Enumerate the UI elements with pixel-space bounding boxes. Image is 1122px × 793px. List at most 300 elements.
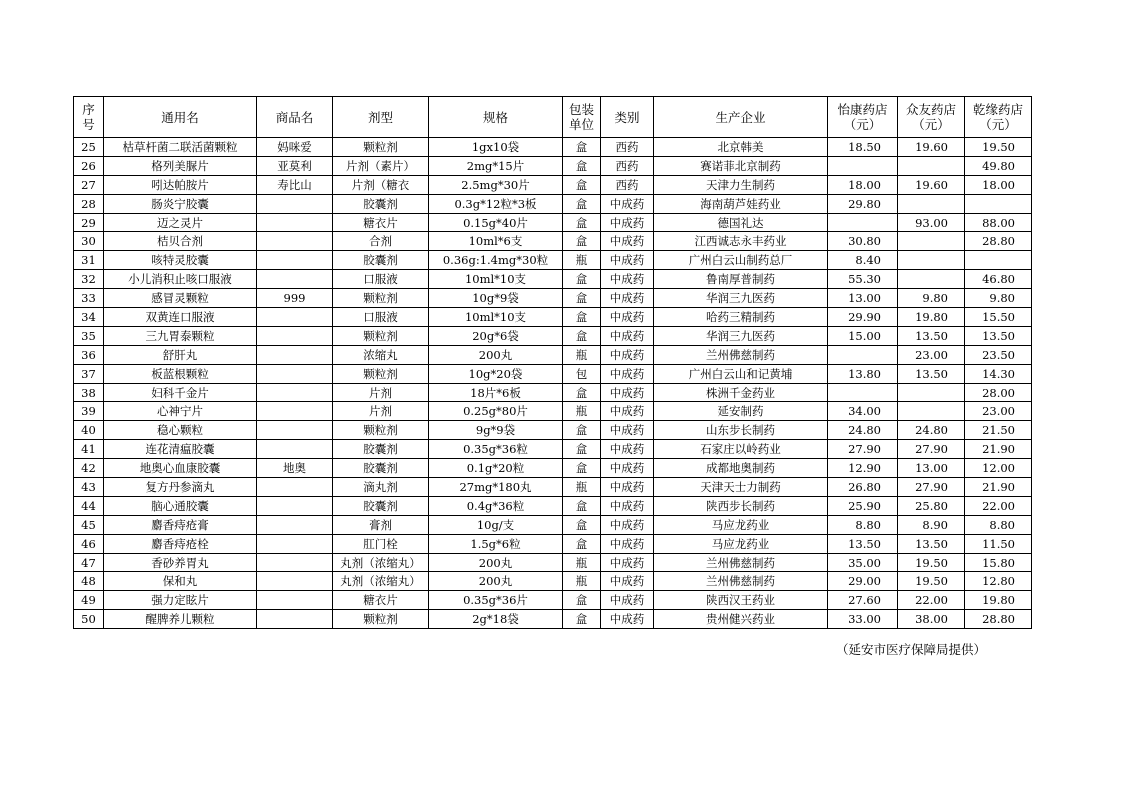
- cell-brand-name: 999: [257, 289, 333, 308]
- cell-brand-name: [257, 591, 333, 610]
- col-header-zhongyou-price: [898, 97, 965, 138]
- cell-unit: 盒: [563, 383, 601, 402]
- cell-yikang-price: 25.90: [828, 496, 898, 515]
- cell-unit: 盒: [563, 496, 601, 515]
- cell-spec: 1gx10袋: [429, 138, 563, 157]
- cell-unit: 瓶: [563, 345, 601, 364]
- cell-dosage-form: 胶囊剂: [333, 496, 429, 515]
- cell-qianyuan-price: 23.00: [965, 402, 1032, 421]
- cell-spec: 200丸: [429, 345, 563, 364]
- cell-category: 中成药: [601, 289, 654, 308]
- cell-unit: 瓶: [563, 572, 601, 591]
- cell-yikang-price: [828, 213, 898, 232]
- cell-yikang-price: [828, 156, 898, 175]
- cell-manufacturer: 山东步长制药: [654, 421, 828, 440]
- cell-index: 30: [74, 232, 104, 251]
- header-text: 生产企业: [715, 109, 766, 125]
- table-row: [74, 610, 1032, 629]
- cell-unit: 盒: [563, 326, 601, 345]
- cell-spec: 0.3g*12粒*3板: [429, 194, 563, 213]
- cell-index: 44: [74, 496, 104, 515]
- cell-dosage-form: 胶囊剂: [333, 251, 429, 270]
- cell-manufacturer: 兰州佛慈制药: [654, 553, 828, 572]
- cell-spec: 0.1g*20粒: [429, 459, 563, 478]
- cell-spec: 10g*20袋: [429, 364, 563, 383]
- col-header-index: [74, 97, 104, 138]
- cell-brand-name: [257, 213, 333, 232]
- cell-yikang-price: 13.00: [828, 289, 898, 308]
- table-body: [74, 138, 1032, 629]
- cell-generic-name: 强力定眩片: [104, 591, 257, 610]
- cell-generic-name: 吲达帕胺片: [104, 175, 257, 194]
- cell-dosage-form: 丸剂（浓缩丸）: [333, 553, 429, 572]
- table-row: [74, 308, 1032, 327]
- cell-generic-name: 舒肝丸: [104, 345, 257, 364]
- cell-manufacturer: 兰州佛慈制药: [654, 345, 828, 364]
- cell-index: 37: [74, 364, 104, 383]
- cell-yikang-price: 12.90: [828, 459, 898, 478]
- cell-manufacturer: 天津力生制药: [654, 175, 828, 194]
- cell-yikang-price: 15.00: [828, 326, 898, 345]
- cell-index: 49: [74, 591, 104, 610]
- cell-unit: 盒: [563, 194, 601, 213]
- cell-category: 中成药: [601, 383, 654, 402]
- col-header-brand-name: [257, 97, 333, 138]
- cell-unit: 盒: [563, 308, 601, 327]
- cell-yikang-price: 55.30: [828, 270, 898, 289]
- cell-category: 中成药: [601, 572, 654, 591]
- header-text: 剂型: [367, 109, 393, 125]
- cell-brand-name: [257, 194, 333, 213]
- cell-brand-name: [257, 515, 333, 534]
- cell-generic-name: 双黄连口服液: [104, 308, 257, 327]
- cell-zhongyou-price: 19.60: [898, 138, 965, 157]
- cell-category: 中成药: [601, 440, 654, 459]
- header-text: 乾缘药店: [972, 102, 1023, 117]
- cell-index: 34: [74, 308, 104, 327]
- cell-qianyuan-price: [965, 251, 1032, 270]
- cell-manufacturer: 广州白云山制药总厂: [654, 251, 828, 270]
- cell-zhongyou-price: 13.50: [898, 534, 965, 553]
- cell-yikang-price: 34.00: [828, 402, 898, 421]
- table-row: [74, 270, 1032, 289]
- cell-unit: 盒: [563, 175, 601, 194]
- cell-index: 33: [74, 289, 104, 308]
- cell-generic-name: 连花清瘟胶囊: [104, 440, 257, 459]
- cell-category: 中成药: [601, 213, 654, 232]
- cell-unit: 盒: [563, 534, 601, 553]
- cell-spec: 10g/支: [429, 515, 563, 534]
- cell-spec: 0.35g*36粒: [429, 440, 563, 459]
- col-header-category: [601, 97, 654, 138]
- col-header-qianyuan-price: [965, 97, 1032, 138]
- cell-qianyuan-price: 9.80: [965, 289, 1032, 308]
- cell-brand-name: [257, 270, 333, 289]
- cell-index: 39: [74, 402, 104, 421]
- cell-index: 48: [74, 572, 104, 591]
- cell-index: 28: [74, 194, 104, 213]
- cell-brand-name: [257, 572, 333, 591]
- cell-dosage-form: 片剂: [333, 383, 429, 402]
- cell-generic-name: 小儿消积止咳口服液: [104, 270, 257, 289]
- cell-spec: 200丸: [429, 572, 563, 591]
- cell-generic-name: 保和丸: [104, 572, 257, 591]
- cell-qianyuan-price: 88.00: [965, 213, 1032, 232]
- cell-zhongyou-price: 22.00: [898, 591, 965, 610]
- cell-category: 中成药: [601, 326, 654, 345]
- cell-yikang-price: [828, 383, 898, 402]
- cell-yikang-price: 30.80: [828, 232, 898, 251]
- cell-manufacturer: 陕西步长制药: [654, 496, 828, 515]
- cell-qianyuan-price: 28.00: [965, 383, 1032, 402]
- header-text: 商品名: [275, 109, 314, 125]
- col-header-unit: [563, 97, 601, 138]
- cell-unit: 盒: [563, 459, 601, 478]
- cell-dosage-form: 胶囊剂: [333, 440, 429, 459]
- table-row: [74, 459, 1032, 478]
- cell-brand-name: [257, 232, 333, 251]
- cell-brand-name: [257, 364, 333, 383]
- col-header-spec: [429, 97, 563, 138]
- table-row: [74, 421, 1032, 440]
- cell-category: 中成药: [601, 308, 654, 327]
- cell-zhongyou-price: 9.80: [898, 289, 965, 308]
- cell-brand-name: [257, 421, 333, 440]
- cell-unit: 盒: [563, 440, 601, 459]
- table-row: [74, 345, 1032, 364]
- cell-manufacturer: 北京韩美: [654, 138, 828, 157]
- cell-zhongyou-price: [898, 251, 965, 270]
- cell-spec: 20g*6袋: [429, 326, 563, 345]
- cell-zhongyou-price: [898, 383, 965, 402]
- cell-manufacturer: 陕西汉王药业: [654, 591, 828, 610]
- cell-spec: 0.36g:1.4mg*30粒: [429, 251, 563, 270]
- cell-index: 45: [74, 515, 104, 534]
- cell-manufacturer: 哈药三精制药: [654, 308, 828, 327]
- cell-index: 40: [74, 421, 104, 440]
- cell-qianyuan-price: 8.80: [965, 515, 1032, 534]
- cell-spec: 2.5mg*30片: [429, 175, 563, 194]
- cell-qianyuan-price: 28.80: [965, 232, 1032, 251]
- cell-generic-name: 板蓝根颗粒: [104, 364, 257, 383]
- cell-generic-name: 麝香痔疮膏: [104, 515, 257, 534]
- header-text: 类别: [614, 109, 640, 125]
- table-row: [74, 591, 1032, 610]
- cell-unit: 盒: [563, 515, 601, 534]
- cell-zhongyou-price: 24.80: [898, 421, 965, 440]
- cell-category: 中成药: [601, 478, 654, 497]
- cell-generic-name: 肠炎宁胶囊: [104, 194, 257, 213]
- cell-spec: 27mg*180丸: [429, 478, 563, 497]
- cell-generic-name: 迈之灵片: [104, 213, 257, 232]
- cell-qianyuan-price: 18.00: [965, 175, 1032, 194]
- cell-category: 中成药: [601, 534, 654, 553]
- cell-category: 中成药: [601, 421, 654, 440]
- table-row: [74, 478, 1032, 497]
- cell-zhongyou-price: 19.50: [898, 553, 965, 572]
- cell-yikang-price: 8.80: [828, 515, 898, 534]
- cell-index: 29: [74, 213, 104, 232]
- cell-manufacturer: 兰州佛慈制药: [654, 572, 828, 591]
- cell-generic-name: 心神宁片: [104, 402, 257, 421]
- header-text: 包装: [568, 102, 594, 117]
- cell-dosage-form: 丸剂（浓缩丸）: [333, 572, 429, 591]
- cell-dosage-form: 颗粒剂: [333, 326, 429, 345]
- cell-index: 32: [74, 270, 104, 289]
- table-row: [74, 213, 1032, 232]
- cell-dosage-form: 滴丸剂: [333, 478, 429, 497]
- cell-category: 中成药: [601, 591, 654, 610]
- table-row: [74, 572, 1032, 591]
- col-header-dosage-form: [333, 97, 429, 138]
- cell-yikang-price: 8.40: [828, 251, 898, 270]
- cell-manufacturer: 华润三九医药: [654, 289, 828, 308]
- cell-dosage-form: 膏剂: [333, 515, 429, 534]
- cell-brand-name: [257, 345, 333, 364]
- cell-dosage-form: 片剂（糖衣: [333, 175, 429, 194]
- cell-manufacturer: 赛诺菲北京制药: [654, 156, 828, 175]
- cell-manufacturer: 延安制药: [654, 402, 828, 421]
- table-row: [74, 194, 1032, 213]
- cell-zhongyou-price: [898, 232, 965, 251]
- table-row: [74, 383, 1032, 402]
- cell-qianyuan-price: 13.50: [965, 326, 1032, 345]
- cell-index: 35: [74, 326, 104, 345]
- cell-spec: 10ml*10支: [429, 270, 563, 289]
- cell-manufacturer: 德国礼达: [654, 213, 828, 232]
- cell-manufacturer: 石家庄以岭药业: [654, 440, 828, 459]
- cell-spec: 9g*9袋: [429, 421, 563, 440]
- cell-zhongyou-price: [898, 194, 965, 213]
- cell-dosage-form: 浓缩丸: [333, 345, 429, 364]
- table-row: [74, 251, 1032, 270]
- cell-unit: 盒: [563, 270, 601, 289]
- cell-yikang-price: 13.80: [828, 364, 898, 383]
- cell-dosage-form: 颗粒剂: [333, 610, 429, 629]
- cell-manufacturer: 马应龙药业: [654, 515, 828, 534]
- cell-category: 中成药: [601, 402, 654, 421]
- header-text: 众友药店: [905, 102, 956, 117]
- cell-dosage-form: 片剂: [333, 402, 429, 421]
- table-row: [74, 232, 1032, 251]
- cell-yikang-price: 27.90: [828, 440, 898, 459]
- cell-qianyuan-price: 49.80: [965, 156, 1032, 175]
- cell-unit: 盒: [563, 421, 601, 440]
- cell-zhongyou-price: 13.50: [898, 326, 965, 345]
- cell-category: 中成药: [601, 459, 654, 478]
- table-row: [74, 440, 1032, 459]
- cell-zhongyou-price: [898, 402, 965, 421]
- cell-qianyuan-price: [965, 194, 1032, 213]
- cell-generic-name: 桔贝合剂: [104, 232, 257, 251]
- cell-zhongyou-price: 23.00: [898, 345, 965, 364]
- cell-unit: 盒: [563, 156, 601, 175]
- cell-generic-name: 感冒灵颗粒: [104, 289, 257, 308]
- cell-brand-name: [257, 496, 333, 515]
- cell-index: 50: [74, 610, 104, 629]
- cell-spec: 10ml*10支: [429, 308, 563, 327]
- cell-unit: 盒: [563, 610, 601, 629]
- cell-unit: 盒: [563, 591, 601, 610]
- cell-index: 42: [74, 459, 104, 478]
- cell-zhongyou-price: 27.90: [898, 478, 965, 497]
- cell-yikang-price: 13.50: [828, 534, 898, 553]
- cell-zhongyou-price: 19.50: [898, 572, 965, 591]
- cell-category: 中成药: [601, 515, 654, 534]
- cell-dosage-form: 口服液: [333, 308, 429, 327]
- cell-qianyuan-price: 15.80: [965, 553, 1032, 572]
- cell-category: 中成药: [601, 496, 654, 515]
- cell-qianyuan-price: 21.90: [965, 440, 1032, 459]
- cell-yikang-price: [828, 345, 898, 364]
- cell-generic-name: 三九胃泰颗粒: [104, 326, 257, 345]
- cell-spec: 200丸: [429, 553, 563, 572]
- cell-dosage-form: 糖衣片: [333, 213, 429, 232]
- cell-manufacturer: 鲁南厚普制药: [654, 270, 828, 289]
- cell-brand-name: [257, 534, 333, 553]
- cell-generic-name: 香砂养胃丸: [104, 553, 257, 572]
- cell-unit: 盒: [563, 213, 601, 232]
- cell-brand-name: 地奥: [257, 459, 333, 478]
- header-text: 序: [82, 102, 95, 117]
- cell-generic-name: 醒脾养儿颗粒: [104, 610, 257, 629]
- cell-index: 36: [74, 345, 104, 364]
- header-text: （元）: [843, 117, 882, 132]
- cell-qianyuan-price: 46.80: [965, 270, 1032, 289]
- cell-spec: 0.15g*40片: [429, 213, 563, 232]
- cell-manufacturer: 马应龙药业: [654, 534, 828, 553]
- cell-dosage-form: 片剂（素片）: [333, 156, 429, 175]
- cell-category: 中成药: [601, 270, 654, 289]
- cell-unit: 瓶: [563, 251, 601, 270]
- cell-qianyuan-price: 12.00: [965, 459, 1032, 478]
- cell-qianyuan-price: 21.50: [965, 421, 1032, 440]
- cell-manufacturer: 江西诚志永丰药业: [654, 232, 828, 251]
- table-row: [74, 326, 1032, 345]
- cell-spec: 0.35g*36片: [429, 591, 563, 610]
- cell-brand-name: 亚莫利: [257, 156, 333, 175]
- header-text: （元）: [979, 117, 1017, 132]
- cell-generic-name: 格列美脲片: [104, 156, 257, 175]
- cell-category: 中成药: [601, 553, 654, 572]
- cell-generic-name: 稳心颗粒: [104, 421, 257, 440]
- cell-spec: 1.5g*6粒: [429, 534, 563, 553]
- cell-qianyuan-price: 12.80: [965, 572, 1032, 591]
- cell-category: 中成药: [601, 232, 654, 251]
- cell-dosage-form: 颗粒剂: [333, 421, 429, 440]
- cell-yikang-price: 33.00: [828, 610, 898, 629]
- cell-qianyuan-price: 28.80: [965, 610, 1032, 629]
- cell-brand-name: [257, 308, 333, 327]
- cell-manufacturer: 天津天士力制药: [654, 478, 828, 497]
- cell-generic-name: 复方丹参滴丸: [104, 478, 257, 497]
- cell-zhongyou-price: 8.90: [898, 515, 965, 534]
- cell-generic-name: 脑心通胶囊: [104, 496, 257, 515]
- cell-zhongyou-price: 13.00: [898, 459, 965, 478]
- table-row: [74, 364, 1032, 383]
- cell-index: 46: [74, 534, 104, 553]
- cell-index: 47: [74, 553, 104, 572]
- cell-zhongyou-price: 27.90: [898, 440, 965, 459]
- col-header-generic-name: [104, 97, 257, 138]
- table-row: [74, 402, 1032, 421]
- cell-unit: 盒: [563, 289, 601, 308]
- cell-qianyuan-price: 21.90: [965, 478, 1032, 497]
- cell-unit: 瓶: [563, 402, 601, 421]
- cell-manufacturer: 华润三九医药: [654, 326, 828, 345]
- cell-category: 中成药: [601, 194, 654, 213]
- cell-index: 31: [74, 251, 104, 270]
- cell-spec: 18片*6板: [429, 383, 563, 402]
- cell-spec: 10g*9袋: [429, 289, 563, 308]
- cell-brand-name: 寿比山: [257, 175, 333, 194]
- cell-qianyuan-price: 22.00: [965, 496, 1032, 515]
- cell-generic-name: 麝香痔疮栓: [104, 534, 257, 553]
- cell-spec: 10ml*6支: [429, 232, 563, 251]
- cell-yikang-price: 24.80: [828, 421, 898, 440]
- cell-category: 西药: [601, 156, 654, 175]
- cell-unit: 盒: [563, 138, 601, 157]
- cell-zhongyou-price: 13.50: [898, 364, 965, 383]
- cell-dosage-form: 胶囊剂: [333, 459, 429, 478]
- table-row: [74, 534, 1032, 553]
- cell-manufacturer: 海南葫芦娃药业: [654, 194, 828, 213]
- cell-index: 43: [74, 478, 104, 497]
- footer-note: （延安市医疗保障局提供）: [835, 642, 986, 657]
- table-row: [74, 289, 1032, 308]
- cell-brand-name: [257, 440, 333, 459]
- cell-dosage-form: 胶囊剂: [333, 194, 429, 213]
- cell-manufacturer: 贵州健兴药业: [654, 610, 828, 629]
- cell-spec: 2g*18袋: [429, 610, 563, 629]
- cell-brand-name: [257, 610, 333, 629]
- cell-dosage-form: 合剂: [333, 232, 429, 251]
- table-header-row: [74, 97, 1032, 138]
- col-header-yikang-price: [828, 97, 898, 138]
- cell-yikang-price: 26.80: [828, 478, 898, 497]
- cell-qianyuan-price: 11.50: [965, 534, 1032, 553]
- cell-yikang-price: 27.60: [828, 591, 898, 610]
- col-header-manufacturer: [654, 97, 828, 138]
- header-text: 单位: [568, 117, 594, 132]
- header-text: 通用名: [161, 109, 199, 125]
- cell-spec: 0.4g*36粒: [429, 496, 563, 515]
- cell-category: 西药: [601, 138, 654, 157]
- cell-zhongyou-price: 25.80: [898, 496, 965, 515]
- cell-dosage-form: 颗粒剂: [333, 138, 429, 157]
- cell-qianyuan-price: 23.50: [965, 345, 1032, 364]
- cell-index: 25: [74, 138, 104, 157]
- table-row: [74, 515, 1032, 534]
- cell-unit: 包: [563, 364, 601, 383]
- cell-yikang-price: 18.50: [828, 138, 898, 157]
- cell-zhongyou-price: 19.60: [898, 175, 965, 194]
- cell-dosage-form: 颗粒剂: [333, 289, 429, 308]
- cell-zhongyou-price: [898, 270, 965, 289]
- cell-brand-name: [257, 251, 333, 270]
- cell-category: 中成药: [601, 345, 654, 364]
- table-row: [74, 496, 1032, 515]
- cell-zhongyou-price: 93.00: [898, 213, 965, 232]
- cell-manufacturer: 株洲千金药业: [654, 383, 828, 402]
- cell-yikang-price: 29.80: [828, 194, 898, 213]
- cell-category: 西药: [601, 175, 654, 194]
- cell-zhongyou-price: 19.80: [898, 308, 965, 327]
- cell-generic-name: 妇科千金片: [104, 383, 257, 402]
- cell-category: 中成药: [601, 610, 654, 629]
- cell-qianyuan-price: 15.50: [965, 308, 1032, 327]
- header-text: 规格: [482, 109, 508, 125]
